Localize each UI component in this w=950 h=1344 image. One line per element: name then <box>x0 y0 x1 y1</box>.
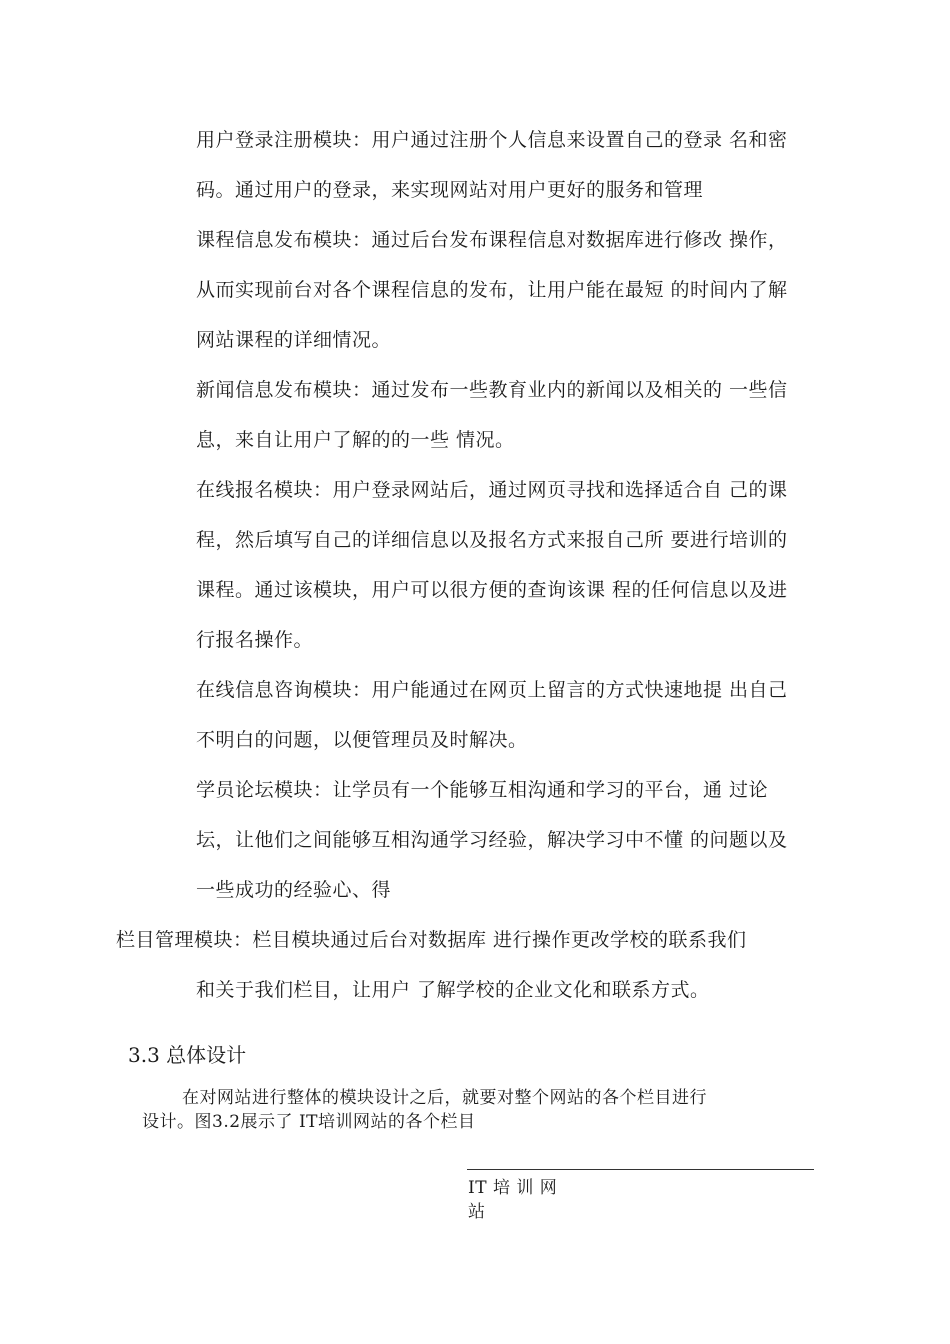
paragraph-7-line-1: 栏目管理模块：栏目模块通过后台对数据库 进行操作更改学校的联系我们 <box>116 929 747 951</box>
section-body-line-1: 在对网站进行整体的模块设计之后，就要对整个网站的各个栏目进行 <box>182 1088 707 1108</box>
paragraph-3-line-2: 息，来自让用户了解的的一些 情况。 <box>196 429 515 451</box>
paragraph-2-line-2: 从而实现前台对各个课程信息的发布，让用户能在最短 的时间内了解 <box>196 279 788 301</box>
paragraph-1-line-1: 用户登录注册模块：用户通过注册个人信息来设置自己的登录 名和密 <box>196 129 788 151</box>
paragraph-4-line-4: 行报名操作。 <box>196 629 314 651</box>
paragraph-5-line-1: 在线信息咨询模块：用户能通过在网页上留言的方式快速地提 出自己 <box>196 679 788 701</box>
section-heading: 3.3 总体设计 <box>128 1043 247 1067</box>
paragraph-5-line-2: 不明白的问题，以便管理员及时解决。 <box>196 729 528 751</box>
section-body-line-2: 设计。图3.2展示了 IT培训网站的各个栏目 <box>142 1112 476 1132</box>
paragraph-2-line-1: 课程信息发布模块：通过后台发布课程信息对数据库进行修改 操作， <box>196 229 788 251</box>
figure-top-rule <box>467 1169 814 1170</box>
paragraph-6-line-1: 学员论坛模块：让学员有一个能够互相沟通和学习的平台，通 过论 <box>196 779 769 801</box>
paragraph-4-line-2: 程，然后填写自己的详细信息以及报名方式来报自己所 要进行培训的 <box>196 529 788 551</box>
paragraph-4-line-1: 在线报名模块：用户登录网站后，通过网页寻找和选择适合自 己的课 <box>196 479 788 501</box>
paragraph-6-line-2: 坛，让他们之间能够互相沟通学习经验，解决学习中不懂 的问题以及 <box>196 829 788 851</box>
figure-box-label-line-1: IT 培 训 网 <box>468 1178 558 1198</box>
paragraph-7-line-2: 和关于我们栏目，让用户 了解学校的企业文化和联系方式。 <box>196 979 710 1001</box>
paragraph-1-line-2: 码。通过用户的登录，来实现网站对用户更好的服务和管理 <box>196 179 704 201</box>
figure-box-label-line-2: 站 <box>468 1202 486 1222</box>
paragraph-4-line-3: 课程。通过该模块，用户可以很方便的查询该课 程的任何信息以及进 <box>196 579 788 601</box>
paragraph-2-line-3: 网站课程的详细情况。 <box>196 329 392 351</box>
paragraph-6-line-3: 一些成功的经验心、得 <box>196 879 392 901</box>
paragraph-3-line-1: 新闻信息发布模块：通过发布一些教育业内的新闻以及相关的 一些信 <box>196 379 788 401</box>
